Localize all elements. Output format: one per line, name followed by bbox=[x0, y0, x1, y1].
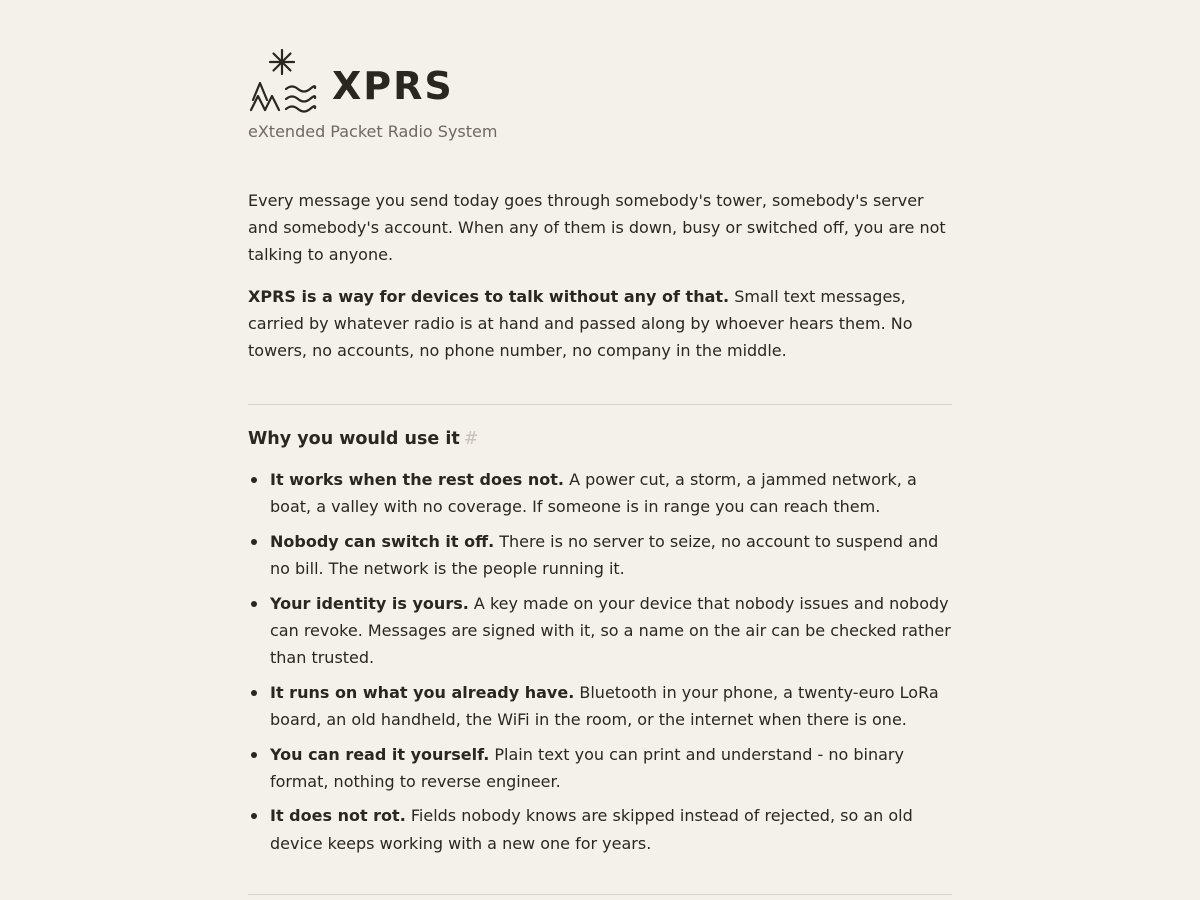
list-item bbox=[248, 679, 952, 734]
list-item-lead: You can read it yourself. bbox=[270, 744, 490, 764]
list-item-text: A key made on your device that nobody issues and nobody can revoke. Messages are signed with it, so a name on the air can be checked rather than trusted. bbox=[270, 593, 951, 668]
list-item-text: There is no server to seize, no account to suspend and no bill. The network is the people running it. bbox=[270, 531, 939, 579]
reasons-list bbox=[248, 466, 952, 864]
list-item bbox=[248, 590, 952, 672]
bullet-icon bbox=[251, 477, 257, 483]
list-item-lead: It runs on what you already have. bbox=[270, 682, 575, 702]
intro-paragraph-1: Every message you send today goes through somebody's tower, somebody's server and somebody's account. When any of them is down, busy or switched off, you are not talking to anyone. bbox=[248, 191, 946, 264]
intro-paragraph-2-text: Small text messages, carried by whatever radio is at hand and passed along by whoever hears them. No towers, no accounts, no phone number, no company in the middle. bbox=[248, 287, 913, 360]
bullet-icon bbox=[251, 539, 257, 545]
heading-anchor-link[interactable]: # bbox=[463, 429, 479, 449]
section-heading bbox=[248, 425, 478, 453]
site-title: XPRS bbox=[332, 64, 454, 108]
list-item bbox=[248, 741, 952, 796]
list-item-lead: Your identity is yours. bbox=[270, 593, 469, 613]
list-item-text: A power cut, a storm, a jammed network, a boat, a valley with no coverage. If someone is in range you can reach them. bbox=[270, 470, 917, 517]
intro-section bbox=[248, 187, 952, 379]
list-item-lead: It does not rot. bbox=[270, 806, 406, 826]
list-item-text: Plain text you can print and understand - no binary format, nothing to reverse engineer. bbox=[270, 744, 904, 792]
intro-paragraph-2 bbox=[248, 283, 952, 364]
bullet-icon bbox=[251, 813, 257, 819]
list-item bbox=[248, 528, 952, 583]
sun-mountains-waves-icon bbox=[248, 48, 318, 114]
list-item-text: Fields nobody knows are skipped instead of rejected, so an old device keeps working with a new one for years. bbox=[270, 806, 913, 853]
bullet-icon bbox=[251, 752, 257, 758]
list-item bbox=[248, 466, 952, 521]
list-item bbox=[248, 802, 952, 857]
section-divider-bottom bbox=[248, 894, 952, 895]
intro-lead: XPRS is a way for devices to talk without any of that. bbox=[248, 287, 730, 306]
list-item-lead: It works when the rest does not. bbox=[270, 470, 564, 489]
site-subtitle: eXtended Packet Radio System bbox=[248, 122, 498, 141]
bullet-icon bbox=[251, 601, 257, 607]
list-item-lead: Nobody can switch it off. bbox=[270, 531, 495, 551]
list-item-text: Bluetooth in your phone, a twenty-euro LoRa board, an old handheld, the WiFi in the room, or the internet when there is one. bbox=[270, 682, 939, 730]
bullet-icon bbox=[251, 690, 257, 696]
section-divider-top bbox=[248, 404, 952, 405]
section-heading-text: Why you would use it bbox=[248, 429, 460, 449]
